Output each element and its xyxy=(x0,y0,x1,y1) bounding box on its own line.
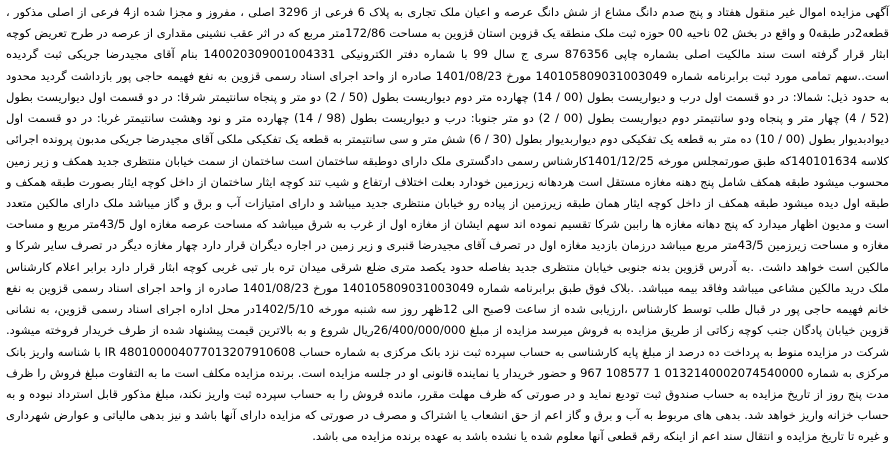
auction-announcement-text: آگهی مزایده اموال غیر منقول هفتاد و پنج صدم دانگ مشاع از شش دانگ عرصه و اعیان ملک تجاری به پلاک 6 فرعی از 3296 اصلی ، مفروز و مجزا شده از4 فرعی از اصلی مذکور ، قطعه2در طبقه0 و واقع در بخش 02 ناحیه 00 حوزه ثبت ملک منطقه یک قزوین استان قزوین به مساحت 172/86متر مربع که در اثر عقب نشینی مقداری از عرصه در طرح تعریض کوچه ابثار قرار گرفته است سند مالکیت اصلی بشماره چاپی 876356 سری ج سال 99 با شماره دفتر الکترونیکی 140020309001004331 بنام آقای مجیدرضا جریکی ثبت گردیده است..سهم تمامی مورد ثبت برابرنامه شماره 140105809031003049 مورخ 1401/08/23 صادره از واحد اجرای اسناد رسمی قزوین به نفع فهیمه حاجی پور بازداشت گردید محدود به حدود ذیل: شمالا: در دو قسمت اول درب و دیواریست بطول (00 / 14) چهارده متر دوم دیواریست بطول (50 / 2) دو متر و پنجاه سانتیمتر شرقا: در دو قسمت اول دیواریست بطول (52 / 4) چهار متر و پنجاه ودو سانتیمتر دوم دیواریست بطول (00 / 2) دو متر جنوبا: درب و دیواریست بطول (98 / 14) چهارده متر و نود وهشت سانتیمتر غربا: در دو قسمت اول دیوادبدیوار بطول (00 / 10) ده متر به قطعه یک تفکیکی دوم دیواربدیوار بطول (30 / 6) شش متر و سی سانتیمتر به قطعه یک تفکیکی ملکی آقای مجیدرضا جریکی مدبون پرونده اجرائی کلاسه 140101634که طبق صورتمجلس مورخه 1401/12/25کارشناس رسمی دادگستری ملک دارای دوطبقه ساختمان است ساختمان از سمت خیابان منتظری جدید همکف و زیر زمین محسوب میشود طبقه همکف شامل پنج دهنه مغازه مستقل است هردهانه زیرزمین خودارد بعلت اختلاف ارتفاع و شیب تند کوچه ایثار ساختمان از داخل کوچه ایثار بصورت طبقه همکف و طبقه اول دیده میشود طبقه همکف از داخل کوچه ایثار همان طبقه زیرزمین از پیاده رو خیابان منتظری جدید میباشد و دارای امتیازات آب و برق و گاز میباشد ملک دارای مالکین متعدد است و مدیون اظهار میدارد که پنج دهانه مغازه ها راببن شرکا تقسیم نموده اند سهم ایشان از مغازه اول از غرب به شرق میباشد که مساحت عرصه مغازه اول 43/5متر مربع و مساحت مغازه و مساحت زیرزمین 43/5متر مربع میباشد درزمان بازدید مغازه اول در تصرف آقای مجیدرضا قنبری و زیر زمین در اجاره دیگران قرار دارد چهار مغازه دیگر در تصرف سایر شرکا و مالکین است خواهد داشت. .به آدرس قزوین بدنه جنوبی خیابان منتظری جدید بفاصله حدود یکصد متری ضلع شرقی میدان تره بار تبی غربی کوچه ابثار قرار دارد برابر اعلام کارشناس ملک درید مالکین مشاعی میباشد وفاقد بیمه میباشد. .بلاک فوق طبق برابرنامه شماره 140105809031003049 مورخ 1401/08/23 صادره از واحد اجرای اسناد رسمی قزوین به نفع خانم فهیمه حاجی پور در قبال طلب توسط کارشناس ،ارزیابی شده از ساعت 9صبح الی 12ظهر روز سه شنبه مورخه 1402/5/10در محل اداره اجرای اسناد رسمی قزوین، به نشانی قزوین خیابان پادگان جنب کوچه زکاتی از طریق مزایده به فروش میرسد مزایده از مبلغ 26/400/000/000ریال شروع و به بالاترین قیمت پیشنهاد شده از طرف خریدار فروخته میشود. شرکت در مزایده منوط به پرداخت ده درصد از مبلغ پایه کارشناسی به حساب سپرده ثبت نزد بانک مرکزی به شماره حساب IR 480100004077013207910608 با شناسه واریز بانک مرکزی به شماره 0132140002074540000 1 108577 967 و حضور خریدار یا نماینده قانونی او در جلسه مزایده است. برنده مزایده مکلف است ما به التفاوت مبلغ فروش را ظرف مدت پنج روز از تاریخ مزایده به حساب صندوق ثبت تودیع نماید و در صورتی که ظرف مهلت مقرر، مانده فروش را به حساب سپرده ثبت واریز نکند، مبلغ مذکور قابل استرداد نبوده و به حساب خزانه واریز خواهد شد. بدهی های مربوط به آب و برق و گاز اعم از حق انشعاب یا اشتراک و مصرف در صورتی که مزایده دارای آنها باشد و نیز بدهی مالیاتی و عوارض شهرداری و غیره تا تاریخ مزایده و انتقال سند اعم از اینکه رقم قطعی آنها معلوم شده یا نشده باشد به عهده برنده مزایده می باشد. xyxy=(6,5,890,444)
